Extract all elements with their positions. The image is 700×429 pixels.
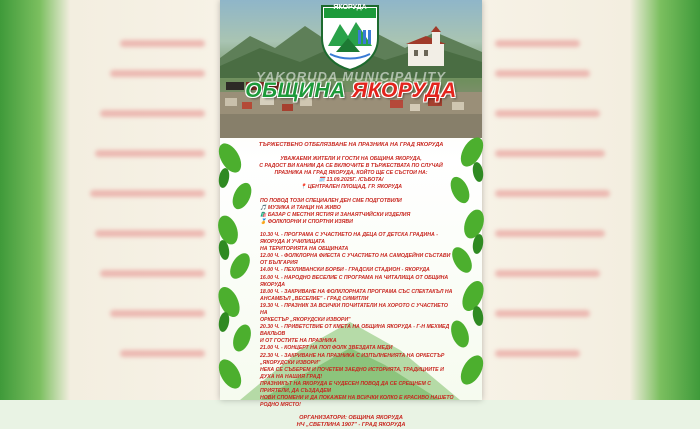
- closing-line: НЕКА СЕ СЪБЕРЕМ И ПОЧЕТЕМ ЗАЕДНО ИСТОРИЯТА, ТРАДИЦИИТЕ И ДУХА НА НАШИЯ ГРАД!: [260, 366, 444, 380]
- prepared-heading: ПО ПОВОД ТОЗИ СПЕЦИАЛЕН ДЕН СМЕ ПОДГОТВИЛИ: [260, 197, 402, 204]
- program-line: 21.00 Ч. - КОНЦЕРТ НА ПОП ФОЛК ЗВЕЗДАТА МЕДИ: [260, 345, 393, 352]
- event-location: 📍 ЦЕНТРАЛЕН ПЛОЩАД, ГР. ЯКОРУДА: [299, 184, 403, 191]
- program-line: НА ТЕРИТОРИЯТА НА ОБЩИНАТА: [260, 246, 349, 253]
- intro-line: ПРАЗНИКА НА ГРАД ЯКОРУДА, КОЙТО ЩЕ СЕ СЪСТОИ НА:: [274, 170, 428, 177]
- municipality-watermark: YAKORUDA MUNICIPALITY: [256, 69, 446, 84]
- municipality-title: [220, 79, 482, 103]
- announcement-text: [246, 138, 456, 429]
- organizers-heading: ОРГАНИЗАТОРИ: ОБЩИНА ЯКОРУДА: [299, 415, 403, 422]
- program-line: 10.30 Ч. - ПРОГРАМА С УЧАСТИЕТО НА ДЕЦА ОТ ДЕТСКА ГРАДИНА - ЯКОРУДА И УЧИЛИЩАТА: [260, 231, 438, 246]
- title-part-1: ОБЩИНА: [245, 79, 352, 102]
- program-line: 12.00 Ч. - ФОЛКЛОРНА ФИЕСТА С УЧАСТИЕТО НА САМОДЕЙНИ СЪСТАВИ ОТ БЪЛГАРИЯ: [260, 253, 451, 267]
- prepared-block: [260, 198, 456, 226]
- header-banner: [220, 0, 482, 138]
- program-line: 14.00 Ч. - ПЕХЛИВАНСКИ БОРБИ - ГРАДСКИ СТАДИОН - ЯКОРУДА: [260, 267, 430, 274]
- intro-block: [246, 156, 456, 191]
- program-line: 18.00 Ч. - ЗАКРИВАНЕ НА ФОЛКЛОРНАТА ПРОГРАМА СЪС СПЕКТАКЪЛ НА: [260, 288, 453, 295]
- intro-line: С РАДОСТ ВИ КАНИМ ДА СЕ ВКЛЮЧИТЕ В ТЪРЖЕСТВАТА ПО СЛУЧАЙ: [259, 163, 443, 170]
- prepared-item: 🏅 ФОЛКЛОРНИ И СПОРТНИ ИЗЯВИ: [260, 218, 353, 225]
- municipality-crest-icon: [318, 2, 382, 72]
- program-line: АНСАМБЪЛ „ВЕСЕЛИЕ" - ГРАД СИМИТЛИ: [260, 295, 369, 302]
- program-line: 22.30 Ч. - ЗАКРИВАНЕ НА ПРАЗНИКА С ИЗПЪЛНЕНИЯТА НА ОРКЕСТЪР „ЯКОРУДСКИ ИЗВОРИ": [260, 352, 445, 366]
- closing-line: НОВИ СПОМЕНИ И ДА ПОКАЖЕМ НА ВСИЧКИ КОЛКО Е КРАСИВО НАШЕТО РОДНО МЯСТО!: [260, 395, 454, 409]
- program-line: 20.30 Ч. - ПРИВЕТСТВИЕ ОТ КМЕТА НА ОБЩИНА ЯКОРУДА - Г-Н МЕХМЕД ВАКЛЬОВ: [260, 324, 450, 338]
- program-line: И ОТ ГОСТИТЕ НА ПРАЗНИКА: [260, 338, 337, 345]
- blurred-background-right: [480, 0, 700, 400]
- intro-line: УВАЖАЕМИ ЖИТЕЛИ И ГОСТИ НА ОБЩИНА ЯКОРУДА,: [280, 156, 422, 163]
- event-date: 🗓️ 13.09.2025Г. /СЪБОТА/: [318, 177, 384, 184]
- program-block: [260, 232, 456, 409]
- crest-label: ЯКОРУДА: [333, 4, 367, 11]
- prepared-item: 🛍️ БАЗАР С МЕСТНИ ЯСТИЯ И ЗАНАЯТЧИЙСКИ ИЗДЕЛИЯ: [260, 211, 411, 218]
- program-line: ОРКЕСТЪР „ЯКОРУДСКИ ИЗВОРИ": [260, 317, 351, 324]
- organizers-line: НЧ „СВЕТЛИНА 1907" - ГРАД ЯКОРУДА: [296, 422, 406, 429]
- event-poster: [220, 0, 482, 429]
- program-line: 16.00 Ч. - НАРОДНО ВЕСЕЛИЕ С ПРОГРАМА НА ЧИТАЛИЩА ОТ ОБЩИНА ЯКОРУДА: [260, 274, 449, 288]
- program-line: 19.30 Ч. - ПРАЗНИК ЗА ВСИЧКИ ПОЧИТАТЕЛИ НА ХОРОТО С УЧАСТИЕТО НА: [260, 302, 448, 316]
- prepared-item: 🎵 МУЗИКА И ТАНЦИ НА ЖИВО: [260, 204, 341, 211]
- title-part-2: ЯКОРУДА: [352, 79, 457, 102]
- poster-body: [220, 138, 482, 429]
- church-illustration: [404, 30, 448, 66]
- closing-line: ПРАЗНИКЪТ НА ЯКОРУДА Е ЧУДЕСЕН ПОВОД ДА СЕ СРЕЩНЕМ С ПРИЯТЕЛИ, ДА СЪЗДАДЕМ: [260, 380, 431, 394]
- blurred-background-left: [0, 0, 220, 400]
- announcement-title: ТЪРЖЕСТВЕНО ОТБЕЛЯЗВАНЕ НА ПРАЗНИКА НА ГРАД ЯКОРУДА: [258, 142, 444, 148]
